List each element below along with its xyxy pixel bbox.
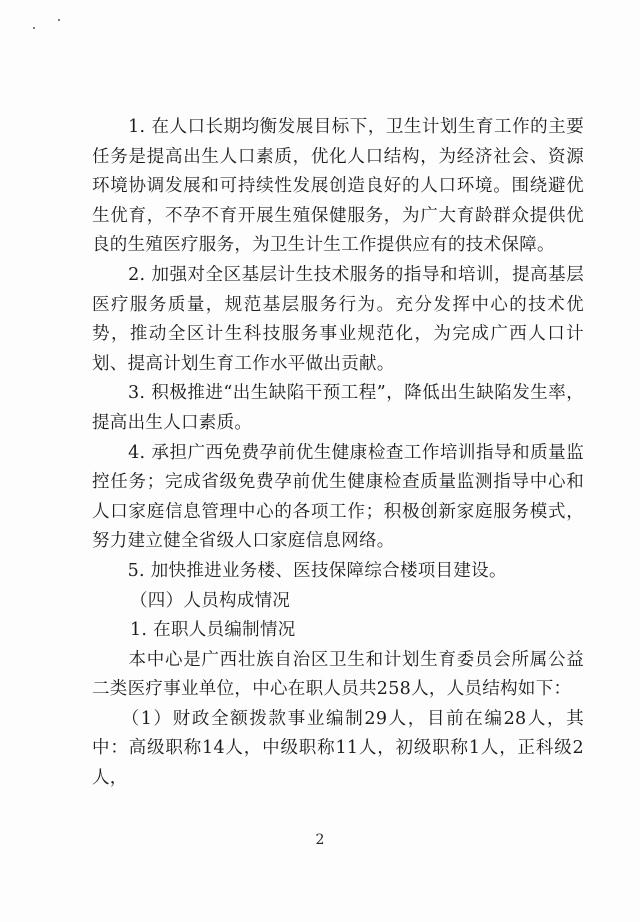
paragraph-3: 3. 积极推进“出生缺陷干预工程”，降低出生缺陷发生率，提高出生人口素质。 xyxy=(92,383,584,433)
section-heading: （四）人员构成情况 xyxy=(130,590,291,611)
paragraph-2: 2. 加强对全区基层计生技术服务的指导和培训，提高基层医疗服务质量，规范基层服务行为。充分发挥中心的技术优势，推动全区计生科技服务事业规范化，为完成广西人口计划、提高计划生育工作水平做出贡献。 xyxy=(92,264,584,374)
scan-speck xyxy=(58,19,60,21)
subsection-heading: 1. 在职人员编制情况 xyxy=(130,620,296,641)
paragraph-1: 1. 在人口长期均衡发展目标下，卫生计划生育工作的主要任务是提高出生人口素质，优化人口结构，为经济社会、资源环境协调发展和可持续性发展创造良好的人口环境。围绕避优生优育，不孕不育开展生殖保健服务，为广大育龄群众提供优良的生殖医疗服务，为卫生计生工作提供应有的技术保障。 xyxy=(92,117,584,256)
page-number: 2 xyxy=(315,832,325,848)
paragraph-4: 4. 承担广西免费孕前优生健康检查工作培训指导和质量监控任务；完成省级免费孕前优生健康检查质量监测指导中心和人口家庭信息管理中心的各项工作；积极创新家庭服务模式，努力建立健全省级人口家庭信息网络。 xyxy=(92,442,584,552)
scan-speck xyxy=(33,27,35,29)
document-body xyxy=(92,113,584,794)
paragraph-6: 本中心是广西壮族自治区卫生和计划生育委员会所属公益二类医疗事业单位，中心在职人员共258人，人员结构如下： xyxy=(92,649,584,700)
paragraph-7: （1）财政全额拨款事业编制29人，目前在编28人，其中：高级职称14人，中级职称11人，初级职称1人，正科级2人， xyxy=(92,708,584,789)
paragraph-5: 5. 加快推进业务楼、医技保障综合楼项目建设。 xyxy=(92,560,507,581)
